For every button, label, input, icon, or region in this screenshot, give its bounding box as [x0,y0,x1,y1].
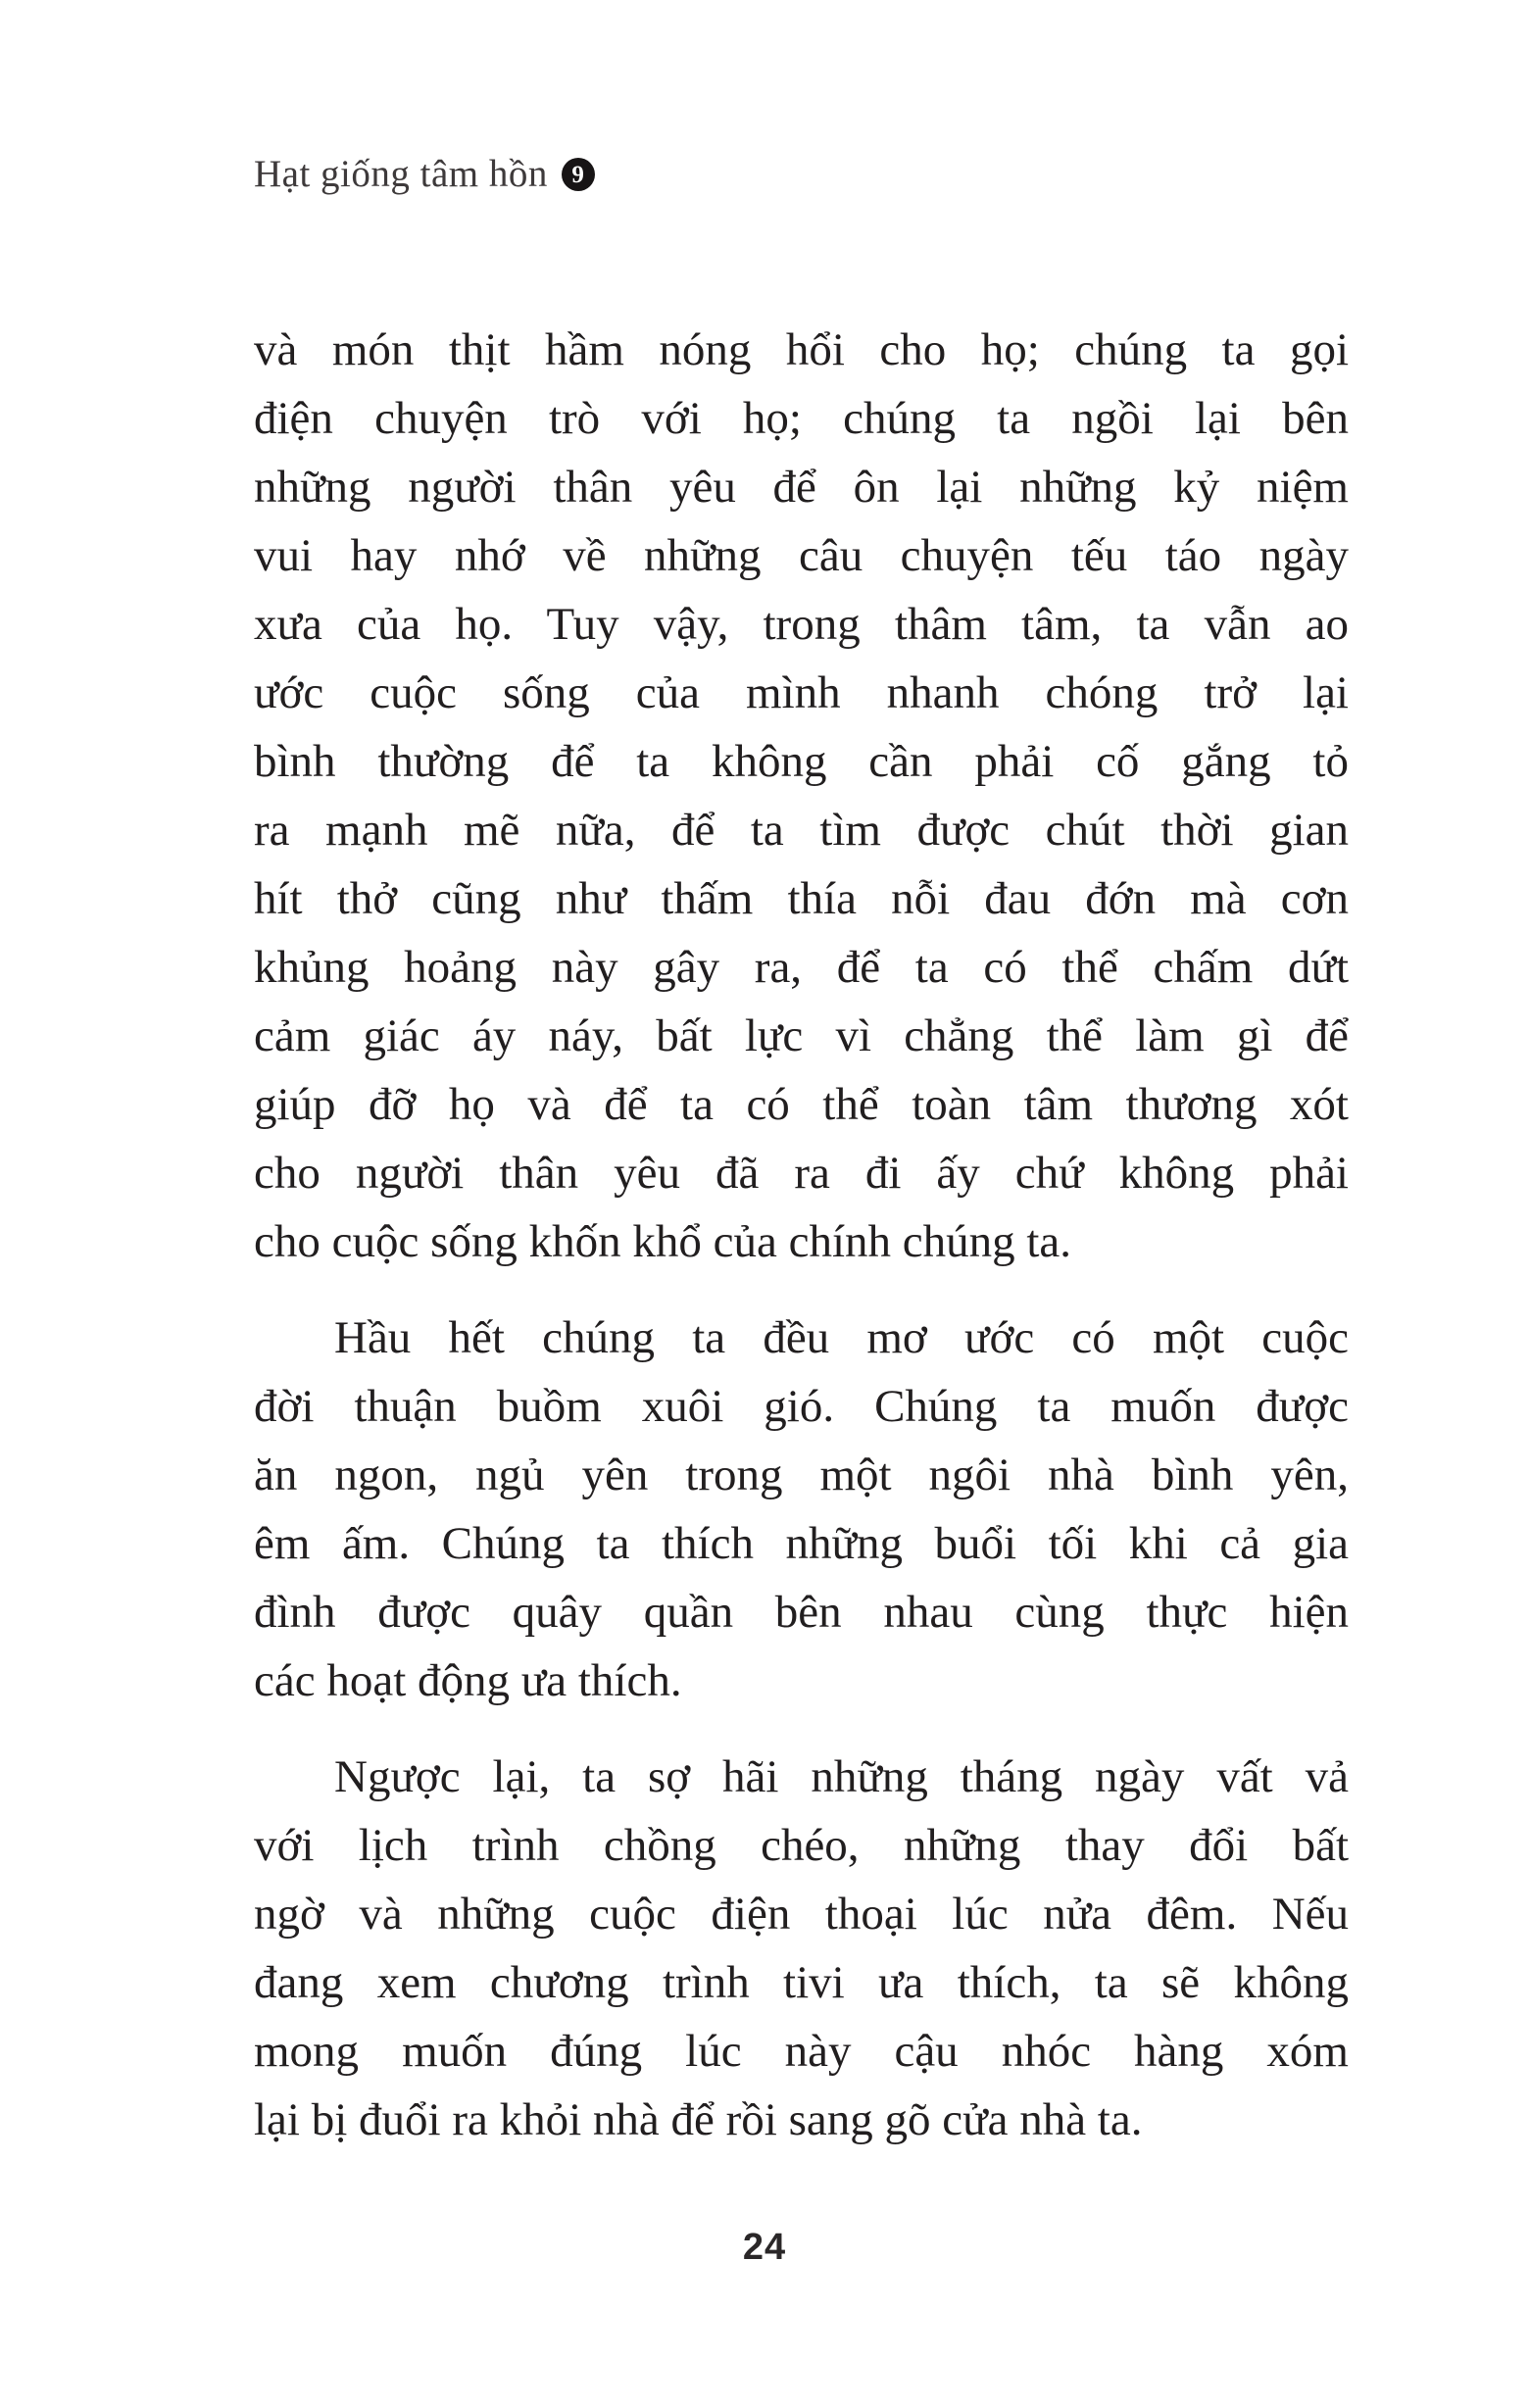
text-line: mong muốn đúng lúc này cậu nhóc hàng xóm [254,2026,1349,2077]
text-line: Ngược lại, ta sợ hãi những tháng ngày vất vả [334,1751,1349,1802]
running-header [254,149,595,198]
text-line: cảm giác áy náy, bất lực vì chẳng thể làm gì để [254,1010,1349,1061]
text-line: đời thuận buồm xuôi gió. Chúng ta muốn được [254,1381,1349,1432]
page-body [254,316,1349,2154]
text-line: ngờ và những cuộc điện thoại lúc nửa đêm. Nếu [254,1889,1349,1940]
text-line: ăn ngon, ngủ yên trong một ngôi nhà bình yên, [254,1450,1349,1500]
paragraph [254,1743,1349,2154]
text-line: khủng hoảng này gây ra, để ta có thể chấm dứt [254,942,1349,993]
text-line: cho cuộc sống khốn khổ của chính chúng ta. [254,1216,1072,1267]
volume-number: 9 [571,161,585,188]
paragraph [254,316,1349,1276]
text-line: ra mạnh mẽ nữa, để ta tìm được chút thời gian [254,805,1349,856]
text-line: đình được quây quần bên nhau cùng thực hiện [254,1587,1349,1638]
text-line: lại bị đuổi ra khỏi nhà để rồi sang gõ cửa nhà ta. [254,2094,1143,2145]
text-line: vui hay nhớ về những câu chuyện tếu táo ngày [254,530,1349,581]
text-line: với lịch trình chồng chéo, những thay đổi bất [254,1820,1349,1871]
text-line: giúp đỡ họ và để ta có thể toàn tâm thương xót [254,1079,1349,1130]
text-line: điện chuyện trò với họ; chúng ta ngồi lại bên [254,393,1349,444]
text-line: đang xem chương trình tivi ưa thích, ta sẽ không [254,1957,1349,2008]
text-line: cho người thân yêu đã ra đi ấy chứ không phải [254,1148,1349,1199]
text-line: hít thở cũng như thấm thía nỗi đau đớn mà cơn [254,873,1349,924]
text-line: êm ấm. Chúng ta thích những buổi tối khi cả gia [254,1518,1349,1569]
text-line: bình thường để ta không cần phải cố gắng tỏ [254,736,1349,787]
text-line: ước cuộc sống của mình nhanh chóng trở lại [254,667,1349,718]
text-line: xưa của họ. Tuy vậy, trong thâm tâm, ta vẫn ao [254,599,1349,650]
paragraph [254,1303,1349,1715]
text-line: và món thịt hầm nóng hổi cho họ; chúng ta gọi [254,324,1349,375]
running-header-title: Hạt giống tâm hồn [254,152,548,195]
page-number: 24 [742,2227,787,2268]
page-footer [0,2227,1529,2269]
volume-badge [562,158,595,191]
text-line: Hầu hết chúng ta đều mơ ước có một cuộc [334,1312,1349,1363]
text-line: các hoạt động ưa thích. [254,1655,682,1706]
text-line: những người thân yêu để ôn lại những kỷ niệm [254,462,1349,513]
